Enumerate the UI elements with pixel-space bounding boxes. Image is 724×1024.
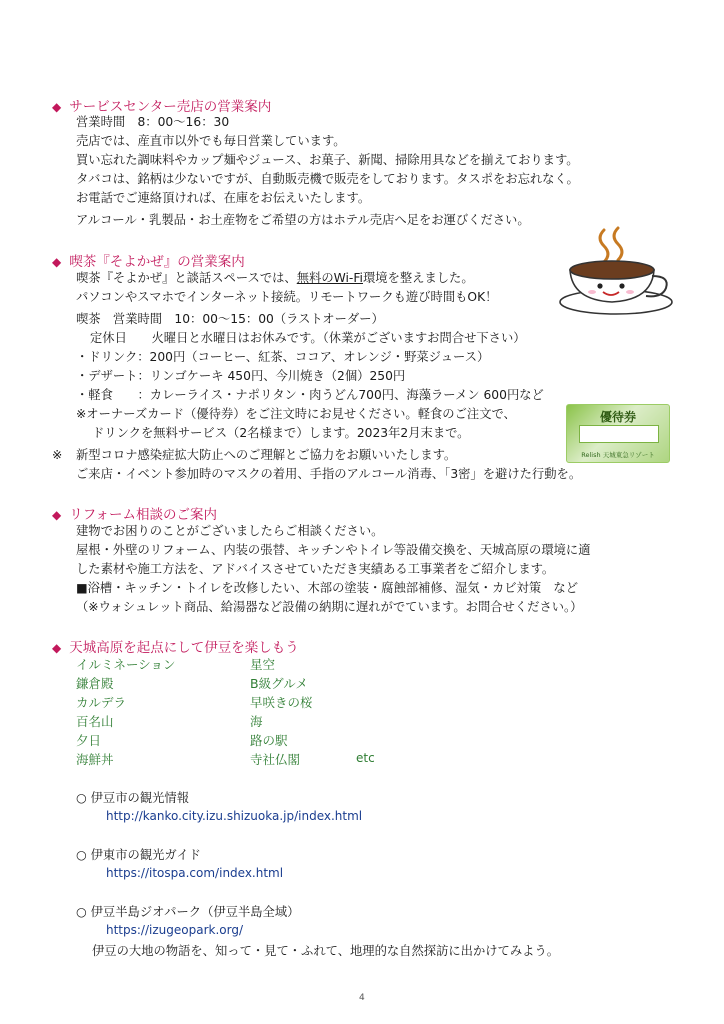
izu-city-link[interactable]: http://kanko.city.izu.shizuoka.jp/index.html: [106, 809, 363, 823]
sightseeing-keyword: イルミネーション: [76, 657, 176, 672]
shop-section-title: ◆ サービスセンター売店の営業案内: [52, 99, 272, 115]
shop-line: 買い忘れた調味料やカップ麺やジュース、お菓子、新聞、掃除用具などを揃えております。: [76, 153, 579, 167]
sightseeing-keyword: 海: [250, 714, 263, 729]
geopark-label: ○ 伊豆半島ジオパーク（伊豆半島全域）: [76, 905, 300, 919]
geopark-note: 伊豆の大地の物語を、知って・見て・ふれて、地理的な自然探訪に出かけてみよう。: [92, 944, 560, 958]
cafe-dessert-menu: ・デザート：リンゴケーキ 450円、今川焼き（2個）250円: [76, 369, 406, 383]
page-number: 4: [359, 993, 365, 1003]
reform-section-title: ◆ リフォーム相談のご案内: [52, 507, 218, 523]
ito-city-link[interactable]: https://itospa.com/index.html: [106, 866, 284, 880]
reform-line: 屋根・外壁のリフォーム、内装の張替、キッチンやトイレ等設備交換を、天城高原の環境に適: [76, 543, 591, 557]
izu-section-title: ◆ 天城高原を起点にして伊豆を楽しもう: [52, 640, 299, 656]
voucher-card-image: [566, 404, 670, 463]
covid-notice: ご来店・イベント参加時のマスクの着用、手指のアルコール消毒、「3密」を避けた行動を。: [76, 467, 582, 481]
reform-line: した素材や施工方法を、アドバイスさせていただき実績ある工事業者をご紹介します。: [76, 562, 555, 576]
cafe-drink-menu: ・ドリンク：200円（コーヒー、紅茶、ココア、オレンジ・野菜ジュース）: [76, 350, 490, 364]
wifi-highlight: 無料のWi-Fi: [296, 271, 363, 285]
cafe-closed-days: 定休日 火曜日と水曜日はお休みです。（休業がございますお問合せ下さい）: [90, 331, 526, 345]
sightseeing-keyword: 路の駅: [250, 733, 288, 748]
sightseeing-keyword: 早咲きの桜: [250, 695, 313, 710]
cafe-line: パソコンやスマホでインターネット接続。リモートワークも遊び時間もOK！: [76, 290, 498, 304]
sightseeing-keyword: 鎌倉殿: [76, 676, 114, 691]
diamond-bullet-icon: ◆: [52, 641, 62, 655]
sightseeing-keyword: 寺社仏閣: [250, 752, 301, 767]
reform-line: ■浴槽・キッチン・トイレを改修したい、木部の塗装・腐蝕部補修、湿気・カビ対策 など: [76, 581, 579, 595]
shop-line: タバコは、銘柄は少ないですが、自動販売機で販売をしております。タスポをお忘れなく。: [76, 172, 579, 186]
diamond-bullet-icon: ◆: [52, 100, 62, 114]
owners-card-note: ※オーナーズカード（優待券）をご注文時にお見せください。軽食のご注文で、: [76, 407, 516, 421]
cafe-hours: 喫茶 営業時間 10：00〜15：00（ラストオーダー）: [76, 312, 384, 326]
sightseeing-keyword: B級グルメ: [250, 676, 308, 691]
sightseeing-keyword: 夕日: [76, 733, 102, 748]
sightseeing-keyword: 海鮮丼: [76, 752, 114, 767]
etc-label: etc: [356, 751, 375, 765]
reform-line: （※ウォシュレット商品、給湯器など設備の納期に遅れがでています。お問合せください。）: [76, 600, 583, 614]
voucher-blank-box: [579, 425, 659, 443]
coffee-cup-icon: [556, 226, 676, 318]
cafe-section-title: ◆ 喫茶『そよかぜ』の営業案内: [52, 254, 245, 270]
cafe-wifi-line: 喫茶『そよかぜ』と談話スペースでは、無料のWi-Fi環境を整えました。: [76, 271, 474, 285]
shop-line: アルコール・乳製品・お土産物をご希望の方はホテル売店へ足をお運びください。: [76, 213, 530, 227]
diamond-bullet-icon: ◆: [52, 255, 62, 269]
shop-line: 営業時間 8：00〜16：30: [76, 115, 230, 129]
reform-line: 建物でお困りのことがございましたらご相談ください。: [76, 524, 384, 538]
geopark-link[interactable]: https://izugeopark.org/: [106, 923, 243, 937]
owners-card-note: ドリンクを無料サービス（2名様まで）します。2023年2月末まで。: [92, 426, 470, 440]
covid-mark: ※: [52, 448, 63, 462]
voucher-brand: Relish 天城東急リゾート: [581, 451, 655, 459]
shop-line: お電話でご連絡頂ければ、在庫をお伝えいたします。: [76, 191, 371, 205]
ito-city-label: ○ 伊東市の観光ガイド: [76, 848, 201, 862]
sightseeing-keyword: 百名山: [76, 714, 114, 729]
shop-line: 売店では、産直市以外でも毎日営業しています。: [76, 134, 346, 148]
cafe-meal-menu: ・軽食 ：カレーライス・ナポリタン・肉うどん700円、海藻ラーメン 600円など: [76, 388, 544, 402]
izu-city-label: ○ 伊豆市の観光情報: [76, 791, 190, 805]
covid-notice: 新型コロナ感染症拡大防止へのご理解とご協力をお願いいたします。: [76, 448, 457, 462]
sightseeing-keyword: カルデラ: [76, 695, 127, 710]
voucher-title: 優待券: [599, 410, 636, 424]
diamond-bullet-icon: ◆: [52, 508, 62, 522]
sightseeing-keyword: 星空: [250, 657, 276, 672]
